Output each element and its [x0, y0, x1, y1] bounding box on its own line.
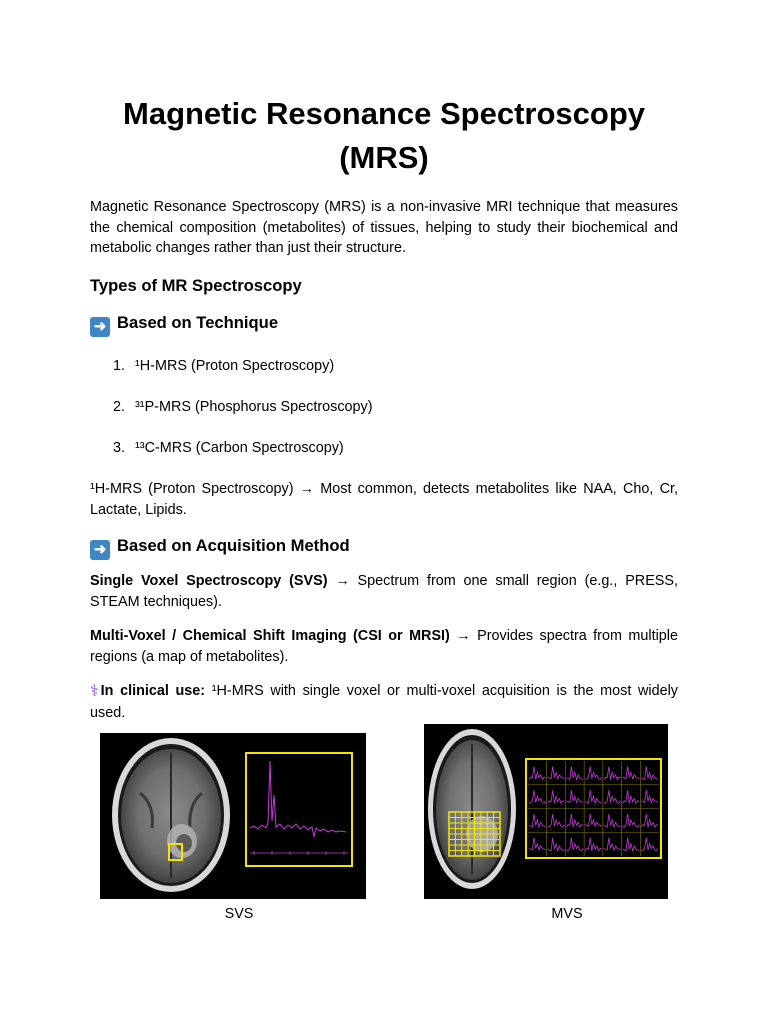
mvs-illustration [424, 724, 668, 899]
right-arrow-icon: ➜ [90, 540, 110, 560]
list-number: 3. [113, 440, 126, 456]
intro-paragraph: Magnetic Resonance Spectroscopy (MRS) is a non-invasive MRI technique that measures the chemical composition (metabolites) of tissues, helping to study their biochemical and metabolic changes rather than just their structure. [90, 199, 678, 257]
acquisition-heading-text: Based on Acquisition Method [117, 536, 350, 555]
svs-description: → Spectrum from one small region (e.g., PRESS, STEAM techniques). [90, 573, 678, 610]
mvs-paragraph [90, 626, 678, 667]
technique-heading [90, 312, 278, 337]
clinical-paragraph [90, 681, 678, 723]
list-text: ³¹P-MRS (Phosphorus Spectroscopy) [135, 399, 373, 415]
mvs-term: Multi-Voxel / Chemical Shift Imaging (CSI or MRSI) [90, 628, 450, 644]
svs-caption: SVS [224, 906, 254, 922]
list-number: 2. [113, 399, 126, 415]
svs-illustration [100, 733, 366, 899]
technique-heading-text: Based on Technique [117, 313, 279, 332]
list-item [113, 438, 344, 458]
page-title: Magnetic Resonance Spectroscopy (MRS) [123, 96, 645, 175]
list-text: ¹H-MRS (Proton Spectroscopy) [135, 358, 335, 374]
svs-term: Single Voxel Spectroscopy (SVS) [90, 573, 328, 589]
right-arrow-icon: ➜ [90, 317, 110, 337]
medical-caduceus-icon: ⚕ [90, 683, 99, 700]
list-item [113, 397, 373, 417]
mvs-caption: MVS [551, 906, 583, 922]
list-number: 1. [113, 358, 126, 374]
mvs-figure [424, 724, 668, 899]
proton-note: ¹H-MRS (Proton Spectroscopy) → Most common, detects metabolites like NAA, Cho, Cr, Lactate, Lipids. [90, 481, 678, 518]
list-text: ¹³C-MRS (Carbon Spectroscopy) [135, 440, 344, 456]
clinical-text: ¹H-MRS with single voxel or multi-voxel acquisition is the most widely used. [90, 683, 678, 721]
acquisition-heading [90, 535, 350, 560]
clinical-label: In clinical use: [100, 683, 206, 699]
mvs-description: → Provides spectra from multiple regions (a map of metabolites). [90, 628, 678, 665]
spectrum-box [246, 753, 352, 866]
svs-figure [100, 733, 366, 899]
list-item [113, 356, 334, 376]
svs-paragraph [90, 571, 678, 612]
types-heading: Types of MR Spectroscopy [90, 276, 302, 295]
